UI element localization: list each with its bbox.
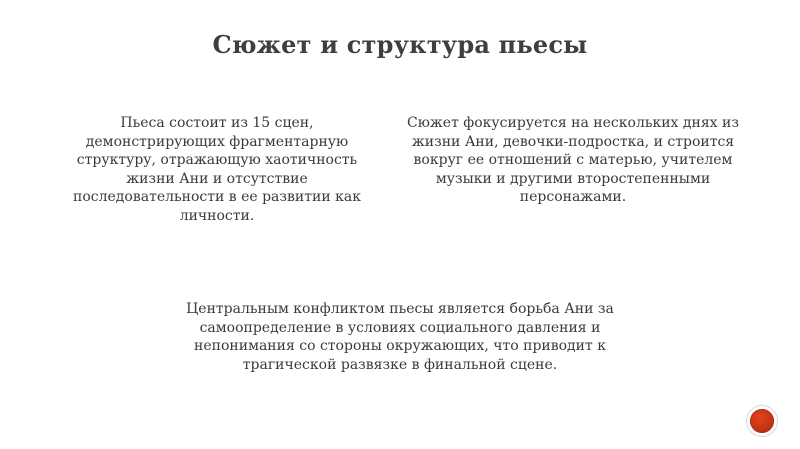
circle-button-icon	[750, 409, 774, 433]
text-block-conflict: Центральным конфликтом пьесы является борьба Ани за самоопределение в условиях социального давления и непонимания со стороны окружающих, что приводит к трагической развязке в финальной сцене.	[186, 301, 614, 373]
text-block-scenes: Пьеса состоит из 15 сцен, демонстрирующих фрагментарную структуру, отражающую хаотичность жизни Ани и отсутствие последовательности в ее развитии как личности.	[73, 115, 361, 224]
text-block-plot: Сюжет фокусируется на нескольких днях из жизни Ани, девочки-подростка, и строится вокруг ее отношений с матерью, учителем музыки и другими второстепенными персонажами.	[407, 115, 739, 205]
slide-title: Сюжет и структура пьесы	[212, 30, 588, 59]
slide-nav-button[interactable]	[746, 405, 778, 437]
